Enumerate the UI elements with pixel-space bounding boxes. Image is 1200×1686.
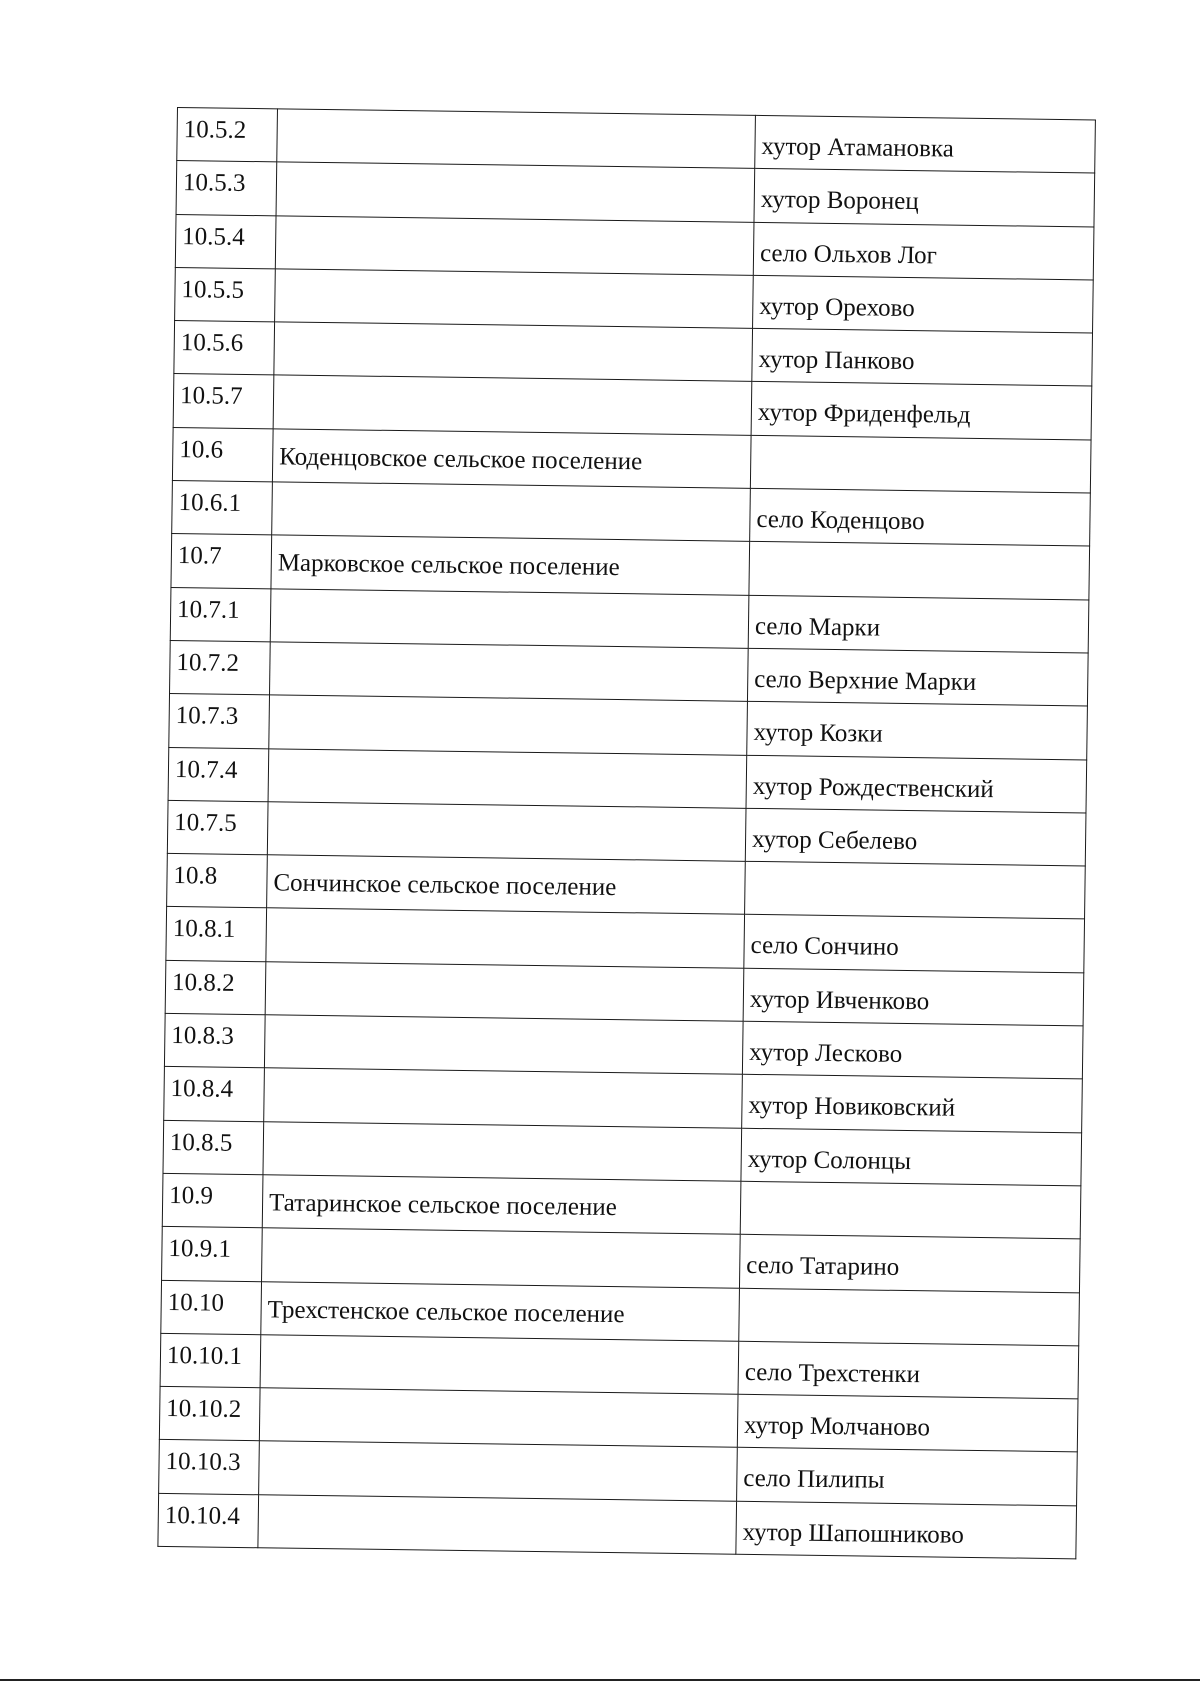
locality-cell [753,275,1094,333]
locality-cell [746,755,1087,813]
row-number-cell-text: 10.8.4 [170,1075,234,1104]
settlement-cell [269,695,748,755]
row-number-cell-text: 10.6 [179,435,224,464]
locality-cell [747,648,1088,706]
row-number-cell [165,960,266,1015]
locality-cell-text: село Коденцово [756,506,925,536]
row-number-cell-text: 10.10 [167,1288,225,1317]
row-number-cell-text: 10.7.1 [176,595,240,624]
settlements-table [157,107,1096,1559]
locality-cell-text: хутор Лесково [748,1038,903,1069]
settlement-cell [263,1121,742,1181]
settlement-cell [260,1335,739,1395]
locality-cell [750,435,1091,493]
row-number-cell [159,1387,260,1442]
settlement-cell [267,855,746,915]
row-number-cell-text: 10.10.1 [166,1341,243,1370]
locality-cell [740,1181,1081,1239]
row-number-cell [176,161,277,216]
locality-cell-text [751,436,1090,459]
row-number-cell [171,534,272,589]
row-number-cell [162,1173,263,1228]
settlement-cell-text: Татаринское сельское поселение [268,1189,617,1222]
locality-cell [749,542,1090,600]
row-number-cell-text: 10.7 [177,542,222,571]
row-number-cell-text: 10.7.4 [174,755,238,784]
settlement-cell-text: Сончинское сельское поселение [273,869,617,902]
row-number-cell-text: 10.5.7 [179,382,243,411]
locality-cell [738,1341,1079,1399]
locality-cell-text: хутор Молчаново [743,1411,931,1442]
locality-cell [748,595,1089,653]
table-body [158,108,1096,1559]
locality-cell-text: хутор Рождественский [752,772,994,803]
row-number-cell [167,854,268,909]
locality-cell [747,702,1088,760]
locality-cell [745,808,1086,866]
locality-cell-text: хутор Фриденфельд [757,399,971,430]
settlement-cell [270,588,749,648]
row-number-cell-text: 10.10.2 [166,1395,242,1424]
locality-cell-text [746,862,1085,885]
locality-cell-text: хутор Панково [758,346,915,376]
settlement-cell [266,908,745,968]
locality-cell [750,488,1091,546]
row-number-cell [161,1280,262,1335]
locality-cell-text: хутор Новиковский [748,1092,956,1123]
locality-cell-text: село Ольхов Лог [759,239,938,269]
settlement-cell-text: Коденцовское сельское поселение [279,443,643,476]
locality-cell [739,1288,1080,1346]
row-number-cell-text: 10.8 [173,862,218,890]
locality-cell-text: село Пилипы [743,1465,885,1495]
row-number-cell [170,587,271,642]
row-number-cell [166,907,267,962]
row-number-cell [173,374,274,429]
locality-cell [739,1235,1080,1293]
row-number-cell [163,1120,264,1175]
row-number-cell [175,214,276,269]
row-number-cell [172,481,273,536]
row-number-cell [174,321,275,376]
row-number-cell-text: 10.8.3 [171,1022,235,1050]
row-number-cell [164,1013,265,1068]
locality-cell-text: хутор Шапошниково [742,1518,965,1549]
settlement-cell [277,109,756,169]
settlement-cell-text: Марковское сельское поселение [277,549,620,582]
row-number-cell [170,640,271,695]
row-number-cell-text: 10.5.4 [182,222,245,251]
page-bottom-rule [0,1679,1200,1681]
row-number-cell-text: 10.7.3 [175,702,239,731]
settlement-cell [272,429,751,489]
settlement-cell [268,748,747,808]
settlement-cell [259,1441,738,1501]
settlement-cell [275,269,754,329]
locality-cell [742,1075,1083,1133]
settlement-cell [262,1175,741,1235]
locality-cell [743,968,1084,1026]
locality-cell [752,329,1093,387]
row-number-cell-text: 10.5.6 [180,329,244,358]
locality-cell [737,1394,1078,1452]
row-number-cell [177,108,278,163]
settlement-cell [270,642,749,702]
row-number-cell [168,747,269,802]
row-number-cell [167,800,268,855]
locality-cell-text: хутор Воронец [760,186,919,216]
settlement-cell [259,1388,738,1448]
settlement-cell [267,802,746,862]
settlement-cell [274,322,753,382]
locality-cell [745,861,1086,919]
row-number-cell-text: 10.5.5 [181,275,245,304]
settlement-cell [258,1494,737,1554]
settlement-cell [271,535,750,595]
locality-cell-text: хутор Орехово [759,292,915,322]
settlement-cell [273,375,752,435]
row-number-cell [158,1493,259,1548]
settlement-cell [275,215,754,275]
row-number-cell [164,1067,265,1122]
locality-cell-text: хутор Ивченково [749,985,930,1016]
settlement-cell [264,1068,743,1128]
row-number-cell [160,1333,261,1388]
locality-cell-text: хутор Себелево [751,825,918,856]
locality-cell [741,1128,1082,1186]
locality-cell [751,382,1092,440]
locality-cell-text: село Трехстенки [744,1358,921,1389]
row-number-cell [159,1440,260,1495]
locality-cell [742,1021,1083,1079]
table-row [158,1493,1077,1559]
locality-cell-text: село Татарино [746,1252,900,1282]
locality-cell [754,169,1095,227]
settlement-cell [265,962,744,1022]
locality-cell-text [740,1288,1079,1311]
row-number-cell-text: 10.7.2 [176,649,240,677]
locality-cell-text: село Верхние Марки [754,665,977,696]
settlement-cell [272,482,751,542]
locality-cell [737,1448,1078,1506]
row-number-cell-text: 10.8.2 [171,968,235,997]
locality-cell-text: село Марки [754,612,881,642]
row-number-cell [169,694,270,749]
settlement-cell [264,1015,743,1075]
locality-cell-text: хутор Козки [753,719,883,748]
locality-cell-text [750,542,1089,565]
row-number-cell-text: 10.8.5 [169,1128,233,1157]
row-number-cell-text: 10.7.5 [174,808,237,837]
row-number-cell-text: 10.8.1 [172,915,236,944]
row-number-cell-text: 10.10.4 [164,1501,241,1530]
row-number-cell-text: 10.9.1 [168,1235,232,1264]
locality-cell [753,222,1094,280]
settlement-cell-text [278,109,755,130]
locality-cell [755,115,1096,173]
settlement-cell [262,1228,741,1288]
row-number-cell-text: 10.10.3 [165,1448,241,1477]
row-number-cell-text: 10.6.1 [178,489,242,517]
locality-cell-text: село Сончино [750,932,899,962]
row-number-cell-text: 10.9 [168,1181,214,1210]
settlement-cell-text: Трехстенское сельское поселение [267,1295,625,1328]
row-number-cell-text: 10.5.2 [183,116,247,144]
row-number-cell [175,267,276,322]
locality-cell-text: хутор Солонцы [747,1145,912,1175]
row-number-cell-text: 10.5.3 [182,169,246,198]
locality-cell-text [741,1182,1080,1205]
settlement-cell [276,162,755,222]
locality-cell [736,1501,1077,1559]
locality-cell-text: хутор Атамановка [761,132,955,163]
locality-cell [744,915,1085,973]
settlement-cell [261,1281,740,1341]
row-number-cell [172,427,273,482]
row-number-cell [162,1227,263,1282]
